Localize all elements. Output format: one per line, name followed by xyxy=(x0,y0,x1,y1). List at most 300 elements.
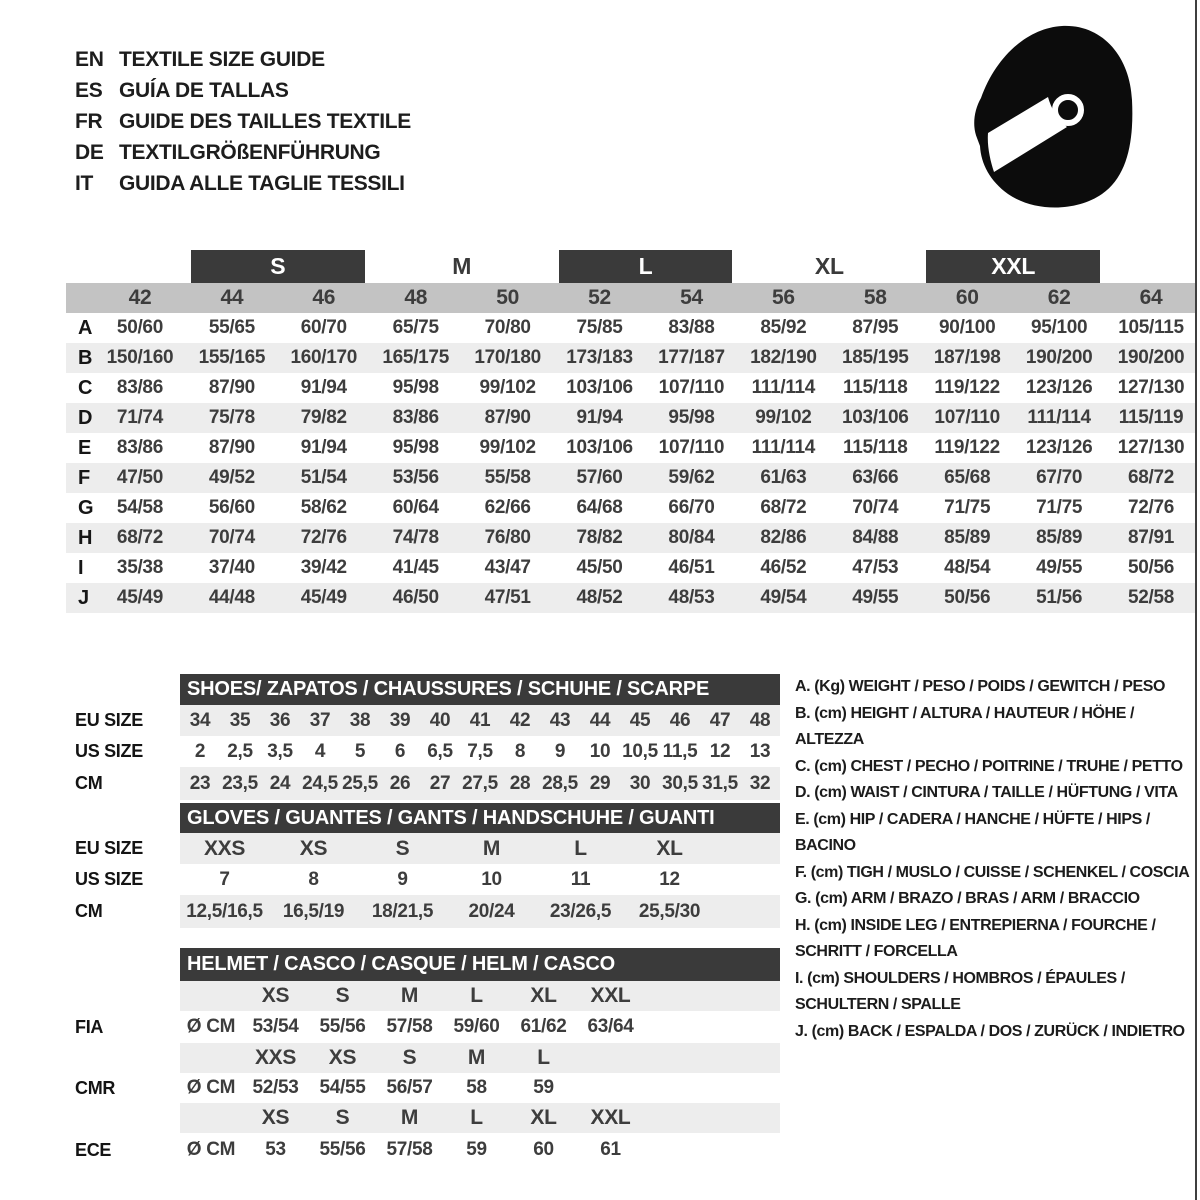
size-value: 185/195 xyxy=(841,347,909,368)
gloves-us-row xyxy=(180,864,780,895)
table-row xyxy=(66,403,1197,433)
value-cell: L xyxy=(470,1106,483,1129)
value-cell: 10 xyxy=(589,740,611,762)
value-cell: M xyxy=(482,836,501,860)
row-label: J xyxy=(78,586,89,609)
value-cell: 56 xyxy=(771,286,795,309)
size-value: 95/98 xyxy=(392,437,439,458)
diameter-label: Ø CM xyxy=(186,1139,236,1160)
size-value: 71/75 xyxy=(1036,497,1083,518)
shoes-eu-size-label: EU SIZE xyxy=(75,710,143,730)
helmet-fia-sizes-row xyxy=(180,981,780,1011)
value-cell: 3,5 xyxy=(267,740,293,762)
size-value: 55/65 xyxy=(208,317,255,338)
size-value: 99/102 xyxy=(479,437,536,458)
value-cell: 36 xyxy=(269,709,291,731)
size-value: 83/86 xyxy=(116,377,163,398)
size-value: 99/102 xyxy=(755,407,812,428)
legend-entry: D. (cm) WAIST / CINTURA / TAILLE / HÜFTUNG / VITA xyxy=(795,784,1178,801)
value-cell: 55/56 xyxy=(319,1016,366,1037)
helmet-cmr-sizes-row xyxy=(180,1043,780,1073)
size-value: 123/126 xyxy=(1025,437,1093,458)
size-value: 177/187 xyxy=(658,347,725,368)
size-value: 65/68 xyxy=(944,467,991,488)
gloves-eu-row xyxy=(180,833,780,864)
size-value: 187/198 xyxy=(933,347,1001,368)
table-row xyxy=(66,343,1197,373)
value-cell: 26 xyxy=(389,772,411,794)
legend-entry: C. (cm) CHEST / PECHO / POITRINE / TRUHE / PETTO xyxy=(795,757,1183,775)
value-cell: 57/58 xyxy=(386,1139,433,1160)
size-value: 119/122 xyxy=(934,437,1000,458)
value-cell: 55/56 xyxy=(319,1139,366,1160)
size-value: 91/94 xyxy=(576,407,623,428)
row-lead-spacer xyxy=(66,283,94,313)
size-value: 111/114 xyxy=(1027,407,1091,428)
value-cell: 63/64 xyxy=(587,1016,634,1037)
shoes-cm-label: CM xyxy=(75,773,103,793)
value-cell: 58 xyxy=(466,1077,487,1098)
helmet-cmr-label: CMR xyxy=(75,1077,116,1098)
value-cell: 12 xyxy=(659,868,680,890)
language-code: DE xyxy=(75,141,104,164)
language-row xyxy=(75,137,411,168)
size-value: 45/49 xyxy=(300,587,347,608)
size-value: 74/78 xyxy=(392,527,439,548)
value-cell: 24 xyxy=(269,772,291,794)
size-value: 50/60 xyxy=(116,317,163,338)
value-cell: 23 xyxy=(189,772,211,794)
size-value: 82/86 xyxy=(760,527,807,548)
value-cell: XXL xyxy=(590,984,631,1007)
table-row xyxy=(66,463,1197,493)
size-value: 190/200 xyxy=(1025,347,1093,368)
value-cell: 47 xyxy=(709,709,731,731)
size-value: 47/50 xyxy=(116,467,163,488)
helmet-ece-values-row xyxy=(180,1133,780,1167)
size-value: 91/94 xyxy=(300,377,347,398)
value-cell: 50 xyxy=(496,286,519,309)
size-value: 72/76 xyxy=(300,527,347,548)
value-cell: 38 xyxy=(349,709,371,731)
value-cell: 11,5 xyxy=(662,740,698,762)
shoes-section-header: SHOES/ ZAPATOS / CHAUSSURES / SCHUHE / SCARPE xyxy=(180,674,780,705)
value-cell: 58 xyxy=(863,286,887,309)
value-cell: 60 xyxy=(533,1139,554,1160)
size-value: 53/56 xyxy=(392,467,439,488)
size-value: 87/95 xyxy=(852,317,899,338)
value-cell: 59 xyxy=(533,1077,554,1098)
size-value: 67/70 xyxy=(1036,467,1083,488)
value-cell: 42 xyxy=(509,709,531,731)
legend-entry: J. (cm) BACK / ESPALDA / DOS / ZURÜCK / INDIETRO xyxy=(795,1022,1185,1040)
value-cell: 53 xyxy=(265,1139,286,1160)
size-value: 87/90 xyxy=(484,407,531,428)
table-row xyxy=(66,553,1197,583)
value-cell: 7,5 xyxy=(467,740,493,762)
size-value: 57/60 xyxy=(576,467,623,488)
gloves-cm-row xyxy=(180,895,780,928)
size-value: 63/66 xyxy=(852,467,899,488)
size-group-header-row xyxy=(66,250,1197,283)
size-value: 46/51 xyxy=(668,557,715,578)
size-value: 54/58 xyxy=(116,497,163,518)
size-value: 111/114 xyxy=(751,377,816,398)
value-cell: XS xyxy=(299,836,328,860)
value-cell: 25,5/30 xyxy=(638,900,701,922)
size-value: 83/88 xyxy=(668,317,715,338)
size-value: 39/42 xyxy=(300,557,347,578)
value-cell: 48 xyxy=(749,709,771,731)
size-value: 107/110 xyxy=(658,437,725,458)
value-cell: S xyxy=(335,984,350,1007)
size-value: 173/183 xyxy=(566,347,633,368)
value-cell: 31,5 xyxy=(702,772,738,794)
size-value: 99/102 xyxy=(479,377,536,398)
table-row xyxy=(66,583,1197,613)
value-cell: 56/57 xyxy=(386,1077,433,1098)
value-cell: 30,5 xyxy=(662,772,698,794)
size-value: 48/52 xyxy=(576,587,623,608)
value-cell: 8 xyxy=(514,740,526,762)
value-cell: 24,5 xyxy=(302,772,338,794)
value-cell: 27 xyxy=(429,772,451,794)
value-cell: 9 xyxy=(554,740,566,762)
size-value: 41/45 xyxy=(392,557,439,578)
value-cell: 11 xyxy=(570,868,591,890)
size-value: 85/92 xyxy=(760,317,807,338)
value-cell: 25,5 xyxy=(342,772,378,794)
size-value: 76/80 xyxy=(484,527,531,548)
size-value: 115/118 xyxy=(843,437,908,458)
gloves-eu-size-label: EU SIZE xyxy=(75,838,143,858)
shoes-us-row xyxy=(180,736,780,767)
language-code: FR xyxy=(75,110,103,133)
size-value: 35/38 xyxy=(116,557,163,578)
shoes-cm-row xyxy=(180,767,780,800)
size-value: 59/62 xyxy=(668,467,715,488)
value-cell: 28,5 xyxy=(542,772,578,794)
value-cell: 44 xyxy=(220,286,244,309)
size-value: 150/160 xyxy=(106,347,174,368)
size-value: 127/130 xyxy=(1117,377,1185,398)
size-value: 72/76 xyxy=(1128,497,1175,518)
table-row xyxy=(66,523,1197,553)
value-cell: 64 xyxy=(1139,286,1163,309)
language-row xyxy=(75,75,411,106)
size-value: 71/75 xyxy=(944,497,991,518)
size-value: 60/64 xyxy=(392,497,439,518)
value-cell: 2 xyxy=(194,740,206,762)
value-cell: 23/26,5 xyxy=(549,900,612,922)
value-cell: 6,5 xyxy=(427,740,453,762)
size-value: 85/89 xyxy=(1036,527,1083,548)
size-value: 85/89 xyxy=(944,527,991,548)
value-cell: 4 xyxy=(314,740,326,762)
value-cell: 35 xyxy=(229,709,251,731)
size-value: 52/58 xyxy=(1128,587,1175,608)
size-value: 87/90 xyxy=(208,437,255,458)
table-row xyxy=(66,373,1197,403)
size-value: 107/110 xyxy=(658,377,725,398)
size-value: 51/54 xyxy=(300,467,347,488)
size-value: 103/106 xyxy=(841,407,909,428)
size-value: 84/88 xyxy=(852,527,899,548)
helmet-fia-values-row xyxy=(180,1011,780,1043)
value-cell: XS xyxy=(261,984,290,1007)
size-value: 75/85 xyxy=(576,317,623,338)
size-value: 37/40 xyxy=(208,557,255,578)
size-value: 46/52 xyxy=(760,557,807,578)
size-value: 68/72 xyxy=(116,527,163,548)
value-cell: XXS xyxy=(203,836,246,860)
size-value: 62/66 xyxy=(484,497,531,518)
row-label: B xyxy=(78,346,93,369)
value-cell: 44 xyxy=(589,709,611,731)
value-cell: 12,5/16,5 xyxy=(186,900,263,922)
value-cell: 18/21,5 xyxy=(371,900,434,922)
value-cell: 39 xyxy=(389,709,411,731)
size-value: 48/54 xyxy=(944,557,991,578)
size-group-xl: XL xyxy=(814,253,844,279)
value-cell: 43 xyxy=(549,709,571,731)
size-value: 90/100 xyxy=(939,317,996,338)
value-cell: 59 xyxy=(466,1139,487,1160)
size-value: 51/56 xyxy=(1036,587,1083,608)
value-cell: 61/62 xyxy=(520,1016,567,1037)
language-title: GUÍA DE TALLAS xyxy=(119,79,289,102)
language-code: IT xyxy=(75,172,94,195)
legend-entry: B. (cm) HEIGHT / ALTURA / HAUTEUR / HÖHE / ALTEZZA xyxy=(795,704,1135,748)
size-value: 66/70 xyxy=(668,497,715,518)
size-value: 68/72 xyxy=(760,497,807,518)
size-value: 47/53 xyxy=(852,557,899,578)
value-cell: L xyxy=(470,984,483,1007)
size-value: 78/82 xyxy=(576,527,623,548)
row-label: H xyxy=(78,526,93,549)
value-cell: 10,5 xyxy=(622,740,658,762)
helmet-section-header: HELMET / CASCO / CASQUE / HELM / CASCO xyxy=(180,948,780,981)
size-value: 48/53 xyxy=(668,587,715,608)
legend-entry: G. (cm) ARM / BRAZO / BRAS / ARM / BRACCIO xyxy=(795,890,1140,907)
size-value: 43/47 xyxy=(484,557,531,578)
value-cell: 5 xyxy=(354,740,366,762)
value-cell: XXS xyxy=(254,1046,297,1069)
size-value: 155/165 xyxy=(198,347,266,368)
value-cell: 61 xyxy=(600,1139,621,1160)
value-cell: XL xyxy=(530,984,557,1007)
value-cell: 60 xyxy=(955,286,979,309)
size-value: 95/98 xyxy=(392,377,439,398)
value-cell: 48 xyxy=(404,286,428,309)
size-value: 115/119 xyxy=(1118,407,1184,428)
size-group-s: S xyxy=(191,250,365,283)
value-cell: M xyxy=(400,1106,419,1129)
value-cell: 45 xyxy=(629,709,651,731)
value-cell: 8 xyxy=(308,868,319,890)
value-cell: 32 xyxy=(749,772,771,794)
value-cell: 59/60 xyxy=(453,1016,500,1037)
value-cell: 28 xyxy=(509,772,531,794)
row-label: I xyxy=(78,556,84,579)
row-label: C xyxy=(78,376,93,399)
size-value: 45/50 xyxy=(576,557,623,578)
value-cell: XS xyxy=(328,1046,357,1069)
size-group-xxl: XXL xyxy=(926,250,1100,283)
value-cell: 46 xyxy=(669,709,691,731)
value-cell: 27,5 xyxy=(462,772,498,794)
value-cell: 23,5 xyxy=(222,772,258,794)
size-value: 80/84 xyxy=(668,527,715,548)
size-value: 58/62 xyxy=(300,497,347,518)
size-value: 44/48 xyxy=(208,587,255,608)
size-value: 49/54 xyxy=(760,587,807,608)
legend-entry: A. (Kg) WEIGHT / PESO / POIDS / GEWITCH / PESO xyxy=(795,678,1166,695)
size-value: 119/122 xyxy=(934,377,1000,398)
language-title: TEXTILE SIZE GUIDE xyxy=(119,48,325,71)
gloves-section-header: GLOVES / GUANTES / GANTS / HANDSCHUHE / GUANTI xyxy=(180,803,780,833)
legend-entry: F. (cm) TIGH / MUSLO / CUISSE / SCHENKEL / COSCIA xyxy=(795,863,1190,881)
value-cell: 6 xyxy=(394,740,406,762)
language-code: EN xyxy=(75,48,104,71)
value-cell: M xyxy=(467,1046,486,1069)
size-value: 70/80 xyxy=(484,317,531,338)
size-value: 46/50 xyxy=(392,587,439,608)
value-cell: 54/55 xyxy=(319,1077,366,1098)
value-cell: 57/58 xyxy=(386,1016,433,1037)
language-title-list xyxy=(75,44,411,199)
size-group-l: L xyxy=(559,250,733,283)
size-value: 75/78 xyxy=(208,407,255,428)
table-row xyxy=(66,493,1197,523)
size-value: 87/90 xyxy=(208,377,255,398)
value-cell: 13 xyxy=(749,740,771,762)
size-value: 56/60 xyxy=(208,497,255,518)
language-row xyxy=(75,106,411,137)
right-border-line xyxy=(1195,0,1197,1200)
table-row xyxy=(66,433,1197,463)
shoes-eu-row xyxy=(180,705,780,736)
legend-entry: H. (cm) INSIDE LEG / ENTREPIERNA / FOURCHE / SCHRITT / FORCELLA xyxy=(795,916,1156,960)
size-value: 107/110 xyxy=(934,407,1000,428)
language-row xyxy=(75,168,411,199)
size-value: 50/56 xyxy=(1128,557,1175,578)
size-value: 103/106 xyxy=(566,437,633,458)
size-group-m: M xyxy=(452,253,472,279)
value-cell: 12 xyxy=(709,740,731,762)
size-value: 83/86 xyxy=(116,437,163,458)
size-value: 60/70 xyxy=(300,317,347,338)
size-value: 87/91 xyxy=(1128,527,1175,548)
row-lead-spacer xyxy=(180,1043,242,1073)
size-value: 65/75 xyxy=(392,317,439,338)
helmet-ece-sizes-row xyxy=(180,1103,780,1133)
value-cell: 42 xyxy=(128,286,152,309)
value-cell: 53/54 xyxy=(252,1016,299,1037)
value-cell: 16,5/19 xyxy=(282,900,345,922)
measurement-legend xyxy=(795,674,1198,1045)
value-cell: 20/24 xyxy=(468,900,515,922)
value-cell: 52/53 xyxy=(252,1077,299,1098)
size-value: 105/115 xyxy=(1118,317,1184,338)
value-cell: S xyxy=(335,1106,350,1129)
value-cell: 7 xyxy=(219,868,230,890)
value-cell: XL xyxy=(530,1106,557,1129)
size-value: 190/200 xyxy=(1117,347,1185,368)
language-title: TEXTILGRÖßENFÜHRUNG xyxy=(119,141,381,164)
row-label: D xyxy=(78,406,93,429)
size-value: 45/49 xyxy=(116,587,163,608)
value-cell: XL xyxy=(656,836,683,860)
value-cell: XS xyxy=(261,1106,290,1129)
gloves-us-size-label: US SIZE xyxy=(75,869,143,889)
value-cell: 30 xyxy=(629,772,651,794)
language-row xyxy=(75,44,411,75)
value-cell: XXL xyxy=(590,1106,631,1129)
row-lead-spacer xyxy=(180,981,242,1011)
row-label: A xyxy=(78,316,93,339)
shoes-us-size-label: US SIZE xyxy=(75,741,143,761)
language-title: GUIDA ALLE TAGLIE TESSILI xyxy=(119,172,405,195)
value-cell: 34 xyxy=(189,709,211,731)
size-value: 91/94 xyxy=(300,437,347,458)
size-value: 95/100 xyxy=(1030,317,1088,338)
value-cell: M xyxy=(400,984,419,1007)
value-cell: 2,5 xyxy=(227,740,253,762)
size-value: 160/170 xyxy=(290,347,358,368)
size-value: 123/126 xyxy=(1025,377,1093,398)
value-cell: 40 xyxy=(429,709,451,731)
size-value: 47/51 xyxy=(484,587,531,608)
size-value: 111/114 xyxy=(751,437,816,458)
value-cell: L xyxy=(537,1046,550,1069)
size-value: 127/130 xyxy=(1117,437,1185,458)
row-label: E xyxy=(78,436,92,459)
diameter-label: Ø CM xyxy=(186,1016,236,1037)
size-value: 182/190 xyxy=(750,347,817,368)
size-value: 165/175 xyxy=(382,347,449,368)
value-cell: 37 xyxy=(309,709,331,731)
size-value: 79/82 xyxy=(300,407,347,428)
size-value: 50/56 xyxy=(944,587,991,608)
size-value: 71/74 xyxy=(116,407,163,428)
value-cell: 62 xyxy=(1047,286,1071,309)
helmet-fia-label: FIA xyxy=(75,1016,104,1037)
value-cell: S xyxy=(402,1046,417,1069)
racing-helmet-icon xyxy=(950,18,1200,218)
size-value: 70/74 xyxy=(208,527,255,548)
size-value: 95/98 xyxy=(668,407,715,428)
value-cell: 54 xyxy=(680,286,703,309)
gloves-cm-label: CM xyxy=(75,901,103,921)
size-value: 83/86 xyxy=(392,407,439,428)
legend-entry: I. (cm) SHOULDERS / HOMBROS / ÉPAULES / SCHULTERN / SPALLE xyxy=(795,969,1125,1013)
size-value: 170/180 xyxy=(474,347,541,368)
size-value: 68/72 xyxy=(1128,467,1175,488)
size-value: 49/55 xyxy=(1036,557,1083,578)
value-cell: 46 xyxy=(312,286,336,309)
numeric-sizes-row xyxy=(66,283,1197,313)
value-cell: 52 xyxy=(588,286,611,309)
size-value: 70/74 xyxy=(852,497,899,518)
size-value: 55/58 xyxy=(484,467,531,488)
legend-entry: E. (cm) HIP / CADERA / HANCHE / HÜFTE / HIPS / BACINO xyxy=(795,810,1150,854)
helmet-cmr-values-row xyxy=(180,1073,780,1103)
value-cell: L xyxy=(574,836,587,860)
size-value: 49/52 xyxy=(208,467,255,488)
size-value: 64/68 xyxy=(576,497,623,518)
size-value: 49/55 xyxy=(852,587,899,608)
